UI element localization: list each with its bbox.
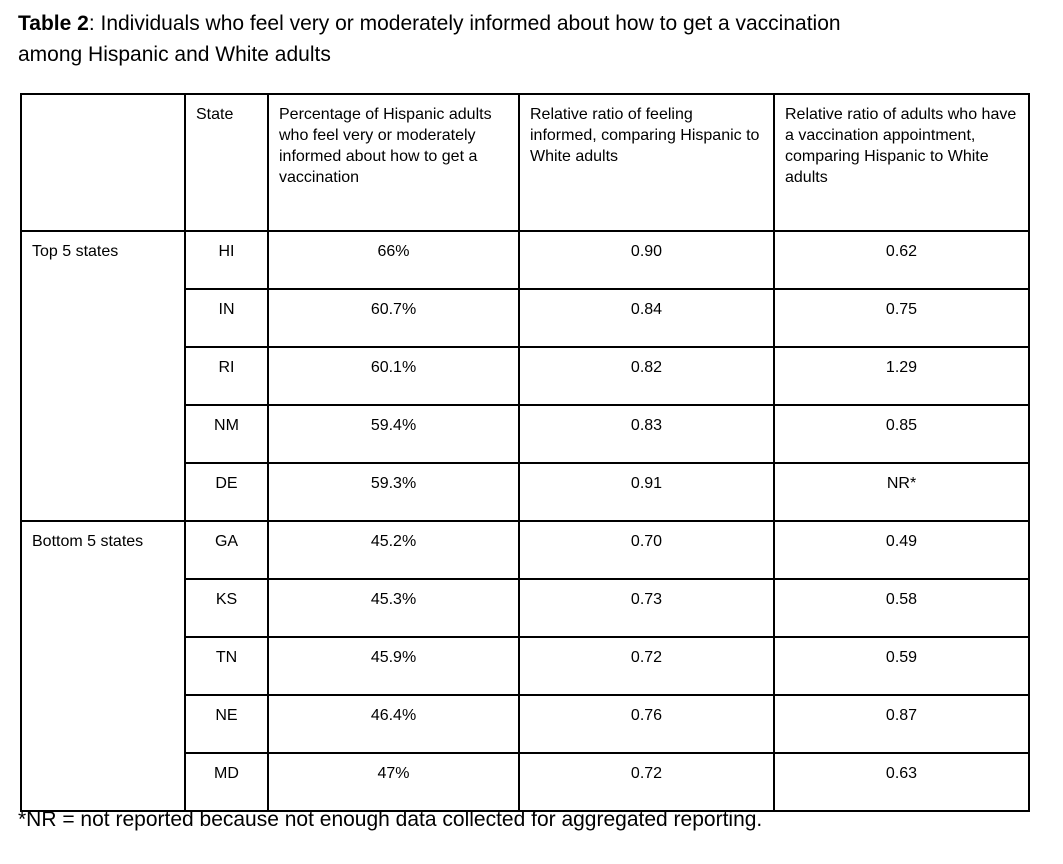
cell-state: GA <box>185 521 268 579</box>
cell-percentage: 45.2% <box>268 521 519 579</box>
cell-ratio-appointment: 1.29 <box>774 347 1029 405</box>
table-row <box>21 231 1029 289</box>
cell-percentage: 45.9% <box>268 637 519 695</box>
footnote-nr-definition: *NR = not reported because not enough data collected for aggregated reporting. <box>18 808 763 831</box>
column-header-empty <box>21 94 185 231</box>
cell-ratio-appointment: 0.58 <box>774 579 1029 637</box>
cell-ratio-informed: 0.70 <box>519 521 774 579</box>
cell-percentage: 47% <box>268 753 519 811</box>
cell-ratio-informed: 0.82 <box>519 347 774 405</box>
vaccination-informed-table <box>20 93 1030 812</box>
cell-ratio-appointment: 0.49 <box>774 521 1029 579</box>
cell-percentage: 46.4% <box>268 695 519 753</box>
table-caption <box>18 8 841 70</box>
cell-percentage: 59.3% <box>268 463 519 521</box>
table-row <box>21 521 1029 579</box>
cell-ratio-appointment: NR* <box>774 463 1029 521</box>
cell-state: RI <box>185 347 268 405</box>
cell-state: TN <box>185 637 268 695</box>
cell-ratio-informed: 0.72 <box>519 753 774 811</box>
cell-state: MD <box>185 753 268 811</box>
cell-state: NE <box>185 695 268 753</box>
cell-ratio-appointment: 0.75 <box>774 289 1029 347</box>
cell-ratio-informed: 0.91 <box>519 463 774 521</box>
cell-percentage: 45.3% <box>268 579 519 637</box>
cell-state: NM <box>185 405 268 463</box>
cell-ratio-appointment: 0.59 <box>774 637 1029 695</box>
cell-ratio-informed: 0.90 <box>519 231 774 289</box>
table-caption-label: Table 2 <box>18 12 89 35</box>
cell-percentage: 66% <box>268 231 519 289</box>
cell-percentage: 59.4% <box>268 405 519 463</box>
table-caption-line2: among Hispanic and White adults <box>18 43 331 66</box>
cell-ratio-appointment: 0.63 <box>774 753 1029 811</box>
cell-ratio-informed: 0.76 <box>519 695 774 753</box>
cell-ratio-informed: 0.73 <box>519 579 774 637</box>
table-header-row <box>21 94 1029 231</box>
cell-percentage: 60.7% <box>268 289 519 347</box>
column-header-state: State <box>185 94 268 231</box>
cell-state: KS <box>185 579 268 637</box>
cell-percentage: 60.1% <box>268 347 519 405</box>
cell-ratio-informed: 0.72 <box>519 637 774 695</box>
cell-ratio-appointment: 0.85 <box>774 405 1029 463</box>
cell-state: HI <box>185 231 268 289</box>
table-caption-line1: : Individuals who feel very or moderately informed about how to get a vaccination <box>88 12 841 35</box>
cell-ratio-appointment: 0.62 <box>774 231 1029 289</box>
cell-ratio-appointment: 0.87 <box>774 695 1029 753</box>
row-group-label-top5: Top 5 states <box>21 231 185 521</box>
column-header-ratio-informed: Relative ratio of feeling informed, comparing Hispanic to White adults <box>519 94 774 231</box>
column-header-percentage-informed: Percentage of Hispanic adults who feel very or moderately informed about how to get a vaccination <box>268 94 519 231</box>
cell-ratio-informed: 0.83 <box>519 405 774 463</box>
cell-state: DE <box>185 463 268 521</box>
cell-ratio-informed: 0.84 <box>519 289 774 347</box>
cell-state: IN <box>185 289 268 347</box>
column-header-ratio-appointment: Relative ratio of adults who have a vaccination appointment, comparing Hispanic to White adults <box>774 94 1029 231</box>
row-group-label-bottom5: Bottom 5 states <box>21 521 185 811</box>
